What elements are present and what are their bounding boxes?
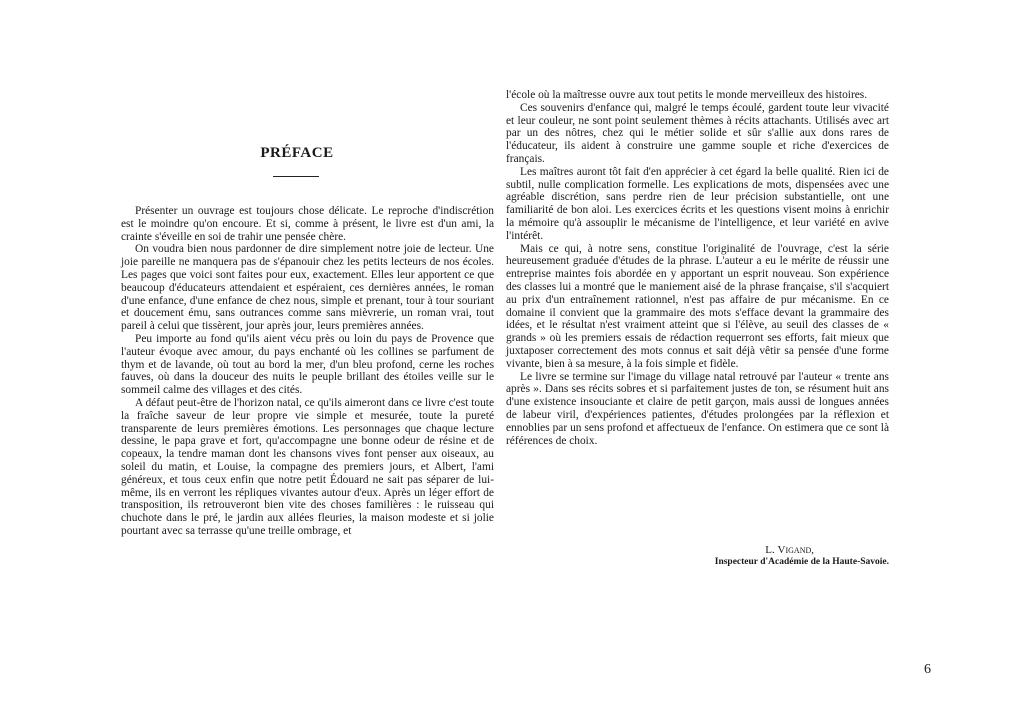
left-column xyxy=(121,205,494,538)
paragraph: Mais ce qui, à notre sens, constitue l'originalité de l'ouvrage, c'est la série heureusement graduée d'études de la phrase. L'auteur a eu le mérite de réussir une entreprise maintes fois abordée en y apportant un esprit nouveau. Son expérience des classes lui a montré que le maniement aisé de la phrase française, s'il s'acquiert au prix d'un entraînement rationnel, n'est pas affaire de pur mécanisme. En ce domaine il convient que la grammaire des mots s'efface devant la grammaire des idées, et le résultat n'est vraiment atteint que si l'élève, au seuil des classes de « grands » où les premiers essais de rédaction requerront ses efforts, fait mieux que juxtaposer correctement des mots connus et sait déjà vêtir sa pensée d'une forme vivante, bien à sa mesure, à la fois simple et fidèle. xyxy=(506,242,889,370)
paragraph: On voudra bien nous pardonner de dire simplement notre joie de lecteur. Une joie pareille ne manquera pas de s'épanouir chez les petits lecteurs de nos écoles. Les pages que voici sont faites pour eux, exactement. Elles leur apportent ce que beaucoup d'éducateurs attendaient et espéraient, ces dernières années, le roman d'une enfance, d'une enfance de chez nous, simple et prenant, tour à tour souriant et doucement ému, sans outrances comme sans mièvrerie, un roman vrai, tout pareil à celui que tissèrent, jour après jour, leurs premières années. xyxy=(121,243,494,333)
paragraph: Peu importe au fond qu'ils aient vécu près ou loin du pays de Provence que l'auteur évoque avec amour, du pays enchanté où les collines se parfument de thym et de lavande, où tout au bord la mer, d'un bleu profond, cerne les roches fauves, où dans la douceur des nuits le peuple brillant des étoiles veille sur le sommeil calme des villages et des cités. xyxy=(121,332,494,397)
page-title: PRÉFACE xyxy=(260,145,334,161)
signature-initial: L. xyxy=(765,544,775,556)
paragraph: Ces souvenirs d'enfance qui, malgré le temps écoulé, gardent toute leur vivacité et leur couleur, ne sont point seulement thèmes à récits attachants. Utilisés avec art par un des nôtres, chez qui le métier solide et sûr s'allie aux dons rares de l'éducateur, ils aident à construire une gamme souple et riche d'exercices de français. xyxy=(506,101,889,165)
title-divider xyxy=(273,176,319,177)
page-number: 6 xyxy=(924,662,931,677)
signature-title: Inspecteur d'Académie de la Haute-Savoie. xyxy=(714,557,889,567)
right-column xyxy=(506,89,889,447)
signature-surname: Vigand, xyxy=(777,544,814,556)
signature-name xyxy=(506,544,889,556)
paragraph: Le livre se termine sur l'image du village natal retrouvé par l'auteur « trente ans après ». Dans ses récits sobres et si parfaitement justes de ton, se résument huit ans d'une existence insouciante et claire de petit garçon, mais aussi de longues années de labeur viril, d'expériences patientes, d'études prolongées par la réflexion et ennoblies par un sens profond et affectueux de l'enfance. On estimera que ce sont là références de choix. xyxy=(506,370,889,447)
paragraph: A défaut peut-être de l'horizon natal, ce qu'ils aimeront dans ce livre c'est toute la fraîche saveur de leur propre vie simple et mesurée, toute la pureté transparente de leurs premières émotions. Les personnages que chaque lecture dessine, le papa grave et fort, qu'accompagne une bonne odeur de résine et de copeaux, la tendre maman dont les chansons vives font penser aux oiseaux, au soleil du matin, et Louise, la compagne des premiers jours, et Albert, l'ami généreux, et tous ceux enfin que notre petit Édouard ne sait pas séparer de lui-même, ils en verront les répliques vivantes autour d'eux. Après un léger effort de transposition, ils retrouveront bien vite des choses familières : le ruisseau qui chuchote dans le pré, le jardin aux allées fleuries, la maison modeste et si jolie pourtant avec sa terrasse qu'une treille ombrage, et xyxy=(121,396,494,537)
paragraph: l'école où la maîtresse ouvre aux tout petits le monde merveilleux des histoires. xyxy=(506,89,868,101)
paragraph: Présenter un ouvrage est toujours chose délicate. Le reproche d'indiscrétion est le moindre qu'on encoure. Et si, comme à présent, le livre est d'un ami, la crainte s'éveille en soi de trahir une pensée chère. xyxy=(121,205,494,243)
paragraph: Les maîtres auront tôt fait d'en apprécier à cet égard la belle qualité. Rien ici de subtil, nulle complication formelle. Les explications de mots, dispensées avec une agréable discrétion, sans perdre rien de leur précision substantielle, ont une familiarité de bon aloi. Les exercices écrits et les questions visent moins à enrichir la mémoire qu'à assouplir le mécanisme de l'intelligence, et leur variété en avive l'intérêt. xyxy=(506,165,889,242)
